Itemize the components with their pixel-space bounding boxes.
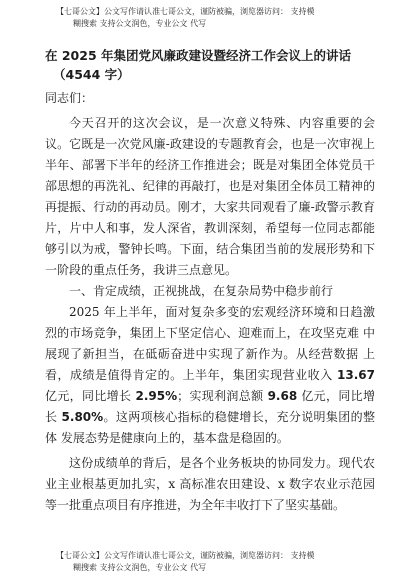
section-heading-1: 一、肯定成绩，正视挑战，在复杂局势中稳步前行 [69,284,334,298]
header-banner-line2: 糊搜索 支持公文润色，专业公文 代写 [73,19,207,28]
paragraph-performance-text-d: 亿元，同比增长 [45,389,375,424]
document-title [45,46,375,84]
revenue-value: 13.67 [337,368,375,382]
header-banner [56,6,366,30]
paragraph-performance-text-a: 2025 年上半年，面对复杂多变的宏观经济环境和日趋激 烈的市场竞争，集团上下坚定信心、迎难而上，在攻坚克难 中展现了新担当，在砥砺奋进中实现了新作为。从经营数据 上看，成绩是值得肯定的。上半年，集团实现营业收入 [45,305,375,382]
paragraph-performance-text-e: 。这两项核心指标的稳健增长，充分说明集团的整体 发展态势是健康向上的，基本盘是稳固的。 [45,410,375,445]
footer-banner [56,550,366,574]
profit-growth-value: 5.80% [61,410,104,424]
paragraph-performance-text-b: 亿元，同比增长 [45,389,136,403]
header-banner-line1: 【七哥公文】公文写作请认准七哥公文，谨防被骗，浏览器访问： 支持模 [56,7,315,16]
paragraph-performance-text-c: ；实现利润总额 [177,389,268,403]
paragraph-business-segments: 这份成绩单的背后，是各个业务板块的协同发力。现代农业主业根基更加扎实，x 高标准农田建设、x 数字农业示范园等一批重点项目有序推进，为全年丰收打下了坚实基础。 [45,456,375,512]
revenue-growth-value: 2.95% [135,389,178,403]
footer-banner-line2: 糊搜索 支持公文润色，专业公文 代写 [73,563,207,572]
title-line1: 在 2025 年集团党风廉政建设暨经济工作会议上的讲话 [45,48,351,63]
profit-value: 9.68 [267,389,298,403]
title-word-count: （4544 字） [53,67,130,82]
greeting: 同志们： [45,91,94,105]
document-body [45,46,375,516]
paragraph-performance [45,302,375,449]
footer-banner-line1: 【七哥公文】公文写作请认准七哥公文，谨防被骗，浏览器访问： 支持模 [56,551,315,560]
paragraph-intro: 今天召开的这次会议，是一次意义特殊、内容重要的会议。它既是一次党风廉-政建设的专题教育会，也是一次审视上半年、部署下半年的经济工作推进会；既是对集团全体党员干部思想的再洗礼、纪律的再敲打，也是对集团全体员工精神的再提振、行动的再动员。刚才，大家共同观看了廉-政警示教育片，片中人和事，发人深省，教训深刻，希望每一位同志都能够引以为戒，警钟长鸣。下面，结合集团当前的发展形势和下一阶段的重点任务，我讲三点意见。 [45,116,375,277]
